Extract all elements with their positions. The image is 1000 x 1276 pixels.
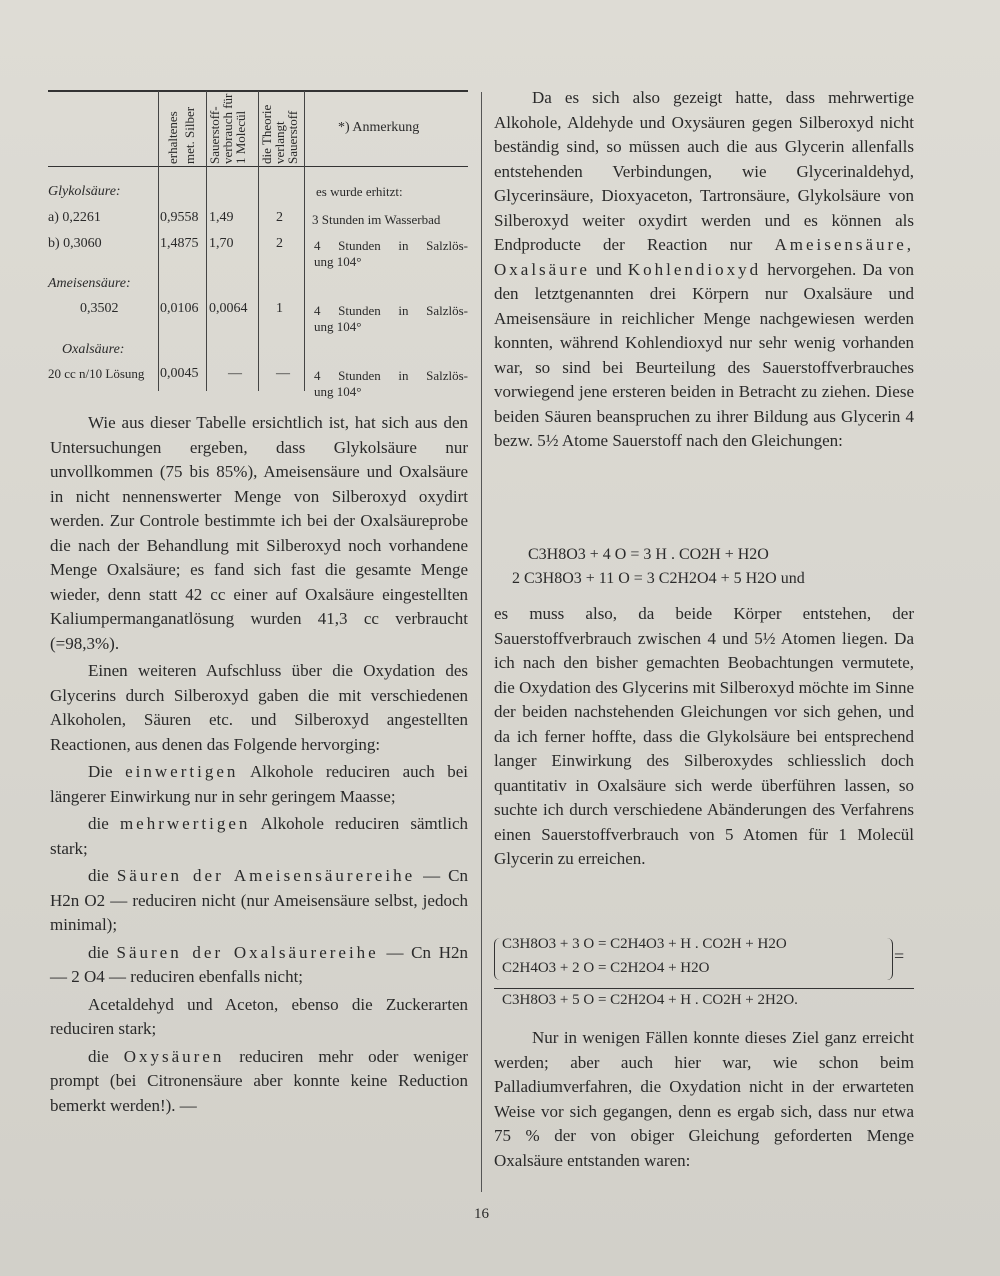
row-d-silver: 0,0045	[160, 366, 199, 381]
paragraph: es muss also, da beide Körper entstehen, der Sauerstoffverbrauch zwischen 4 und 5½ Atomen liegen. Da ich nach den bisher gemachten Beobachtungen vermutete, die Oxydation des Glycerins mit Silberoxyd möchte im Sinne der beiden nachstehenden Gleichungen vor sich gehen, und da ich ferner hoffte, dass die Glykolsäure bei entsprechend langer Einwirkung des Silberoxydes schliesslich doch quantitativ in Oxalsäure sich werde überführen lassen, so suchte ich durch verschiedene Abänderungen des Verfahrens einen Sauerstoffverbrauch von 5 Atomen für 1 Molecül Glycerin zu erreichen.	[494, 604, 914, 868]
equation-1: C3H8O3 + 4 O = 3 H . CO2H + H2O	[528, 546, 769, 563]
category-glykolsaeure: Glykolsäure:	[48, 184, 121, 199]
paragraph: die mehrwertigen Alkohole reduciren sämtlich stark;	[50, 814, 468, 858]
left-column	[50, 411, 468, 1118]
paragraph: Wie aus dieser Tabelle ersichtlich ist, hat sich aus den Untersuchungen ergeben, dass Glykolsäure nur unvollkommen (75 bis 85%), Ameisensäure und Oxalsäure in nicht nennenswerter Menge von Silberoxyd oxydirt werden. Zur Controle bestimmte ich bei der Oxalsäureprobe die nach der Behandlung mit Silberoxyd noch vorhandene Menge Oxalsäure; es fand sich fast die gesamte Menge wieder, denn statt 42 cc einer auf Oxalsäure eingestellten Kaliumpermanganatlösung wurden 41,3 cc verbraucht (=98,3%).	[50, 413, 468, 653]
header-silver-2: met. Silber	[182, 106, 197, 164]
equation-2: 2 C3H8O3 + 11 O = 3 C2H2O4 + 5 H2O und	[512, 570, 805, 587]
header-consumption-3: 1 Molecül	[233, 110, 248, 164]
header-theory-3: Sauerstoff	[285, 110, 300, 164]
row-c-silver: 0,0106	[160, 301, 199, 316]
row-c-consumption: 0,0064	[209, 301, 248, 316]
equation-brace	[494, 938, 501, 980]
table-vline	[158, 91, 159, 391]
row-b-label: b) 0,3060	[48, 236, 102, 251]
row-b-consumption: 1,70	[209, 236, 234, 251]
table-vline	[304, 91, 305, 391]
header-theory: die Theorie	[259, 104, 274, 164]
paragraph: die Säuren der Ameisensäurereihe — Cn H2n O2 — reduciren nicht (nur Ameisensäure selbst, jedoch minimal);	[50, 866, 469, 934]
row-d-note: 4 Stunden in Salzlös- ung 104°	[314, 368, 468, 399]
header-silver: erhaltenes	[165, 111, 180, 164]
row-c-note: 4 Stunden in Salzlös- ung 104°	[314, 303, 468, 334]
equation-brace-right	[886, 938, 893, 980]
paragraph: die Säuren der Oxalsäurereihe — Cn H2n — 2 O4 — reduciren ebenfalls nicht;	[50, 942, 468, 986]
row-b-silver: 1,4875	[160, 236, 199, 251]
row-b-note: 4 Stunden in Salzlös- ung 104°	[314, 238, 468, 269]
page-number: 16	[474, 1206, 489, 1222]
right-column-bottom	[494, 1026, 914, 1173]
header-note: *) Anmerkung	[338, 120, 420, 135]
row-a-label: a) 0,2261	[48, 210, 101, 225]
row-d-label: 20 cc n/10 Lösung	[48, 366, 145, 381]
category-ameisensaeure: Ameisensäure:	[48, 276, 131, 291]
paragraph: Acetaldehyd und Aceton, ebenso die Zuckerarten reduciren stark;	[50, 994, 468, 1038]
paragraph: Nur in wenigen Fällen konnte dieses Ziel ganz erreicht werden; aber auch hier war, wie schon beim Palladiumverfahren, die Oxydation nicht in der erwarteten Weise vor sich gegangen, denn es ergab sich, dass nur etwa 75 % der von obiger Gleichung geforderten Menge Oxalsäure entstanden waren:	[494, 1028, 914, 1170]
row-a-theory: 2	[276, 210, 283, 225]
right-column-top	[494, 86, 914, 454]
equals-sign: =	[894, 946, 905, 966]
row-c-theory: 1	[276, 301, 283, 316]
row-a-note: 3 Stunden im Wasserbad	[312, 212, 441, 227]
row-a-silver: 0,9558	[160, 210, 199, 225]
equation-sum-rule	[494, 988, 914, 989]
equation-4: C2H4O3 + 2 O = C2H2O4 + H2O	[502, 960, 710, 976]
row-a-consumption: 1,49	[209, 210, 234, 225]
equation-3: C3H8O3 + 3 O = C2H4O3 + H . CO2H + H2O	[502, 936, 787, 952]
row-d-theory: —	[276, 366, 290, 381]
equation-5: C3H8O3 + 5 O = C2H2O4 + H . CO2H + 2H2O.	[502, 992, 798, 1008]
paragraph: die Oxysäuren reduciren mehr oder weniger prompt (bei Citronensäure aber konnte keine Reduction bemerkt werden!). —	[50, 1046, 469, 1115]
category-oxalsaeure: Oxalsäure:	[62, 342, 125, 357]
row-d-consumption: —	[228, 366, 242, 381]
results-table	[48, 86, 468, 398]
paragraph: Da es sich also gezeigt hatte, dass mehrwertige Alkohole, Aldehyde und Oxysäuren gegen Silberoxyd nicht beständig sind, so müssen auch die aus Glycerin allenfalls entstehenden Verbindungen, wie Glycerinaldehyd, Glycerinsäure, Dioxyaceton, Tartronsäure, Glykolsäure von Silberoxyd weiter oxydirt werden und es können als Endproducte der Reaction nur Ameisensäure, Oxalsäure und Kohlendioxyd hervorgehen. Da von den letztgenannten drei Körpern nur Oxalsäure und Ameisensäure in reichlicher Menge nachgewiesen werden konnten, während Kohlendioxyd nur sehr wenig vorhanden war, so sind bei Beurteilung des Sauerstoffverbrauches vorwiegend jene ersteren beiden in Betracht zu ziehen. Diese beiden Säuren beanspruchen zu ihrer Bildung aus Glycerin 4 bezw. 5½ Atome Sauerstoff nach den Gleichungen:	[494, 88, 915, 450]
paragraph: Die einwertigen Alkohole reduciren auch bei längerer Einwirkung nur in sehr geringem Maasse;	[50, 762, 469, 806]
column-divider	[481, 92, 482, 1192]
header-theory-2: verlangt	[272, 121, 287, 164]
header-consumption-2: verbrauch für	[220, 93, 235, 164]
note-intro: es wurde erhitzt:	[316, 184, 403, 199]
right-column-middle	[494, 602, 914, 872]
row-c-label: 0,3502	[80, 301, 119, 316]
paragraph: Einen weiteren Aufschluss über die Oxydation des Glycerins durch Silberoxyd gaben die mit verschiedenen Alkoholen, Säuren etc. und Silberoxyd angestellten Reactionen, aus denen das Folgende hervorging:	[50, 661, 468, 754]
row-b-theory: 2	[276, 236, 283, 251]
header-consumption: Sauerstoff-	[207, 106, 222, 164]
